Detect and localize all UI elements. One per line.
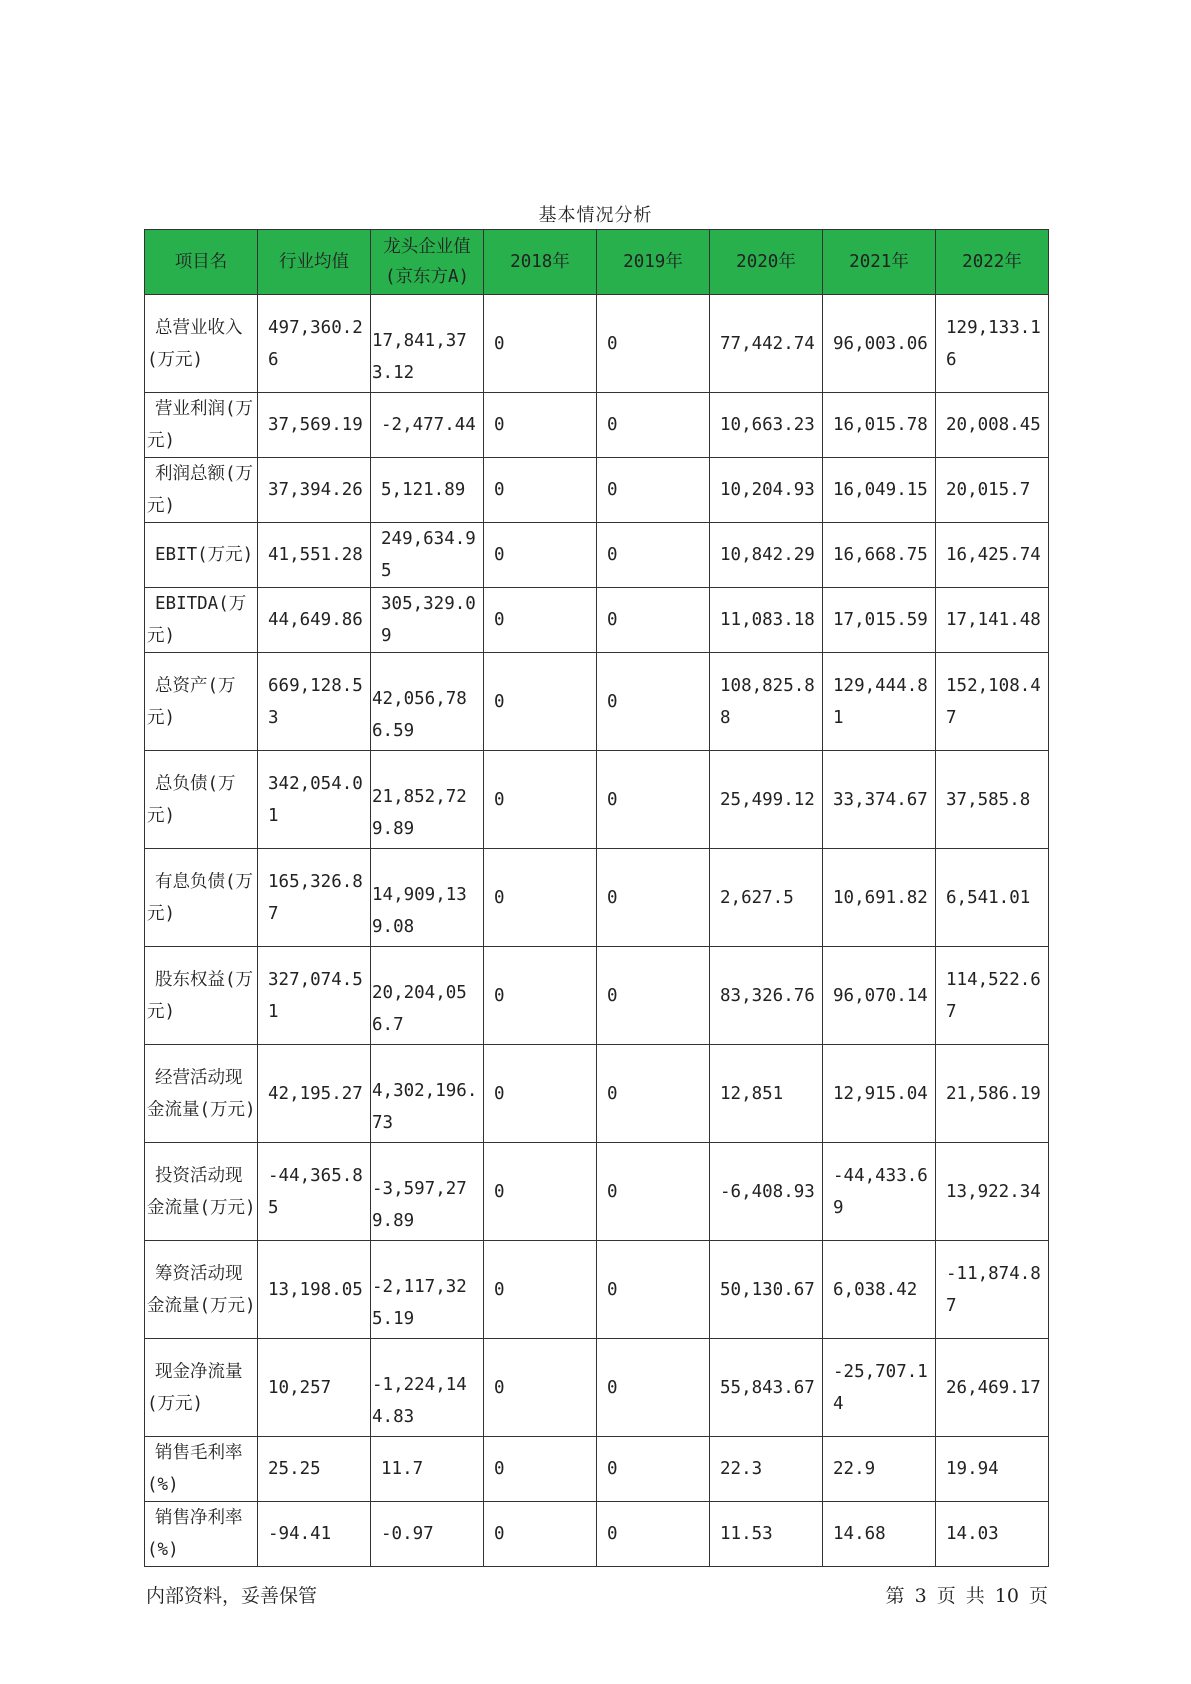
table-cell: 0 [484,458,597,523]
row-label: 经营活动现金流量(万元) [145,1045,258,1143]
table-cell: -25,707.14 [823,1339,936,1437]
table-cell: 22.9 [823,1437,936,1502]
table-cell: 0 [597,1241,710,1339]
table-row [145,1339,1049,1437]
table-row [145,1241,1049,1339]
table-cell: 26,469.17 [936,1339,1049,1437]
table-cell: 497,360.26 [258,295,371,393]
header-cell: 2022年 [936,230,1049,295]
header-row [145,230,1049,295]
table-cell: 37,394.26 [258,458,371,523]
table-cell: 17,841,373.12 [371,295,484,393]
table-cell: -44,433.69 [823,1143,936,1241]
table-cell: 6,541.01 [936,849,1049,947]
table-cell: 21,586.19 [936,1045,1049,1143]
row-label: 有息负债(万元) [145,849,258,947]
row-label: 投资活动现金流量(万元) [145,1143,258,1241]
table-cell: 342,054.01 [258,751,371,849]
table-cell: 21,852,729.89 [371,751,484,849]
table-cell: 77,442.74 [710,295,823,393]
table-cell: 11,083.18 [710,588,823,653]
table-cell: 129,133.16 [936,295,1049,393]
row-label: 销售净利率(%) [145,1502,258,1567]
table-cell: 14,909,139.08 [371,849,484,947]
table-cell: 0 [597,1045,710,1143]
table-cell: 5,121.89 [371,458,484,523]
row-label: 总营业收入(万元) [145,295,258,393]
table-row [145,1437,1049,1502]
table-cell: 114,522.67 [936,947,1049,1045]
row-label: EBITDA(万元) [145,588,258,653]
table-cell: 20,204,056.7 [371,947,484,1045]
header-cell: 2018年 [484,230,597,295]
table-cell: 37,569.19 [258,393,371,458]
table-cell: 0 [484,1339,597,1437]
header-cell: 2020年 [710,230,823,295]
table-cell: 16,425.74 [936,523,1049,588]
table-cell: -11,874.87 [936,1241,1049,1339]
table-cell: 16,015.78 [823,393,936,458]
table-cell: 55,843.67 [710,1339,823,1437]
row-label: 销售毛利率(%) [145,1437,258,1502]
table-cell: 41,551.28 [258,523,371,588]
table-row [145,849,1049,947]
header-cell: 2019年 [597,230,710,295]
table-cell: 13,922.34 [936,1143,1049,1241]
table-cell: 108,825.88 [710,653,823,751]
table-caption: 基本情况分析 [538,205,653,226]
table-cell: 2,627.5 [710,849,823,947]
table-cell: 25,499.12 [710,751,823,849]
table-cell: 165,326.87 [258,849,371,947]
table-cell: -6,408.93 [710,1143,823,1241]
table-cell: 19.94 [936,1437,1049,1502]
table-cell: 327,074.51 [258,947,371,1045]
table-row [145,458,1049,523]
table-cell: 0 [597,588,710,653]
table-cell: 0 [484,653,597,751]
table-cell: 0 [597,523,710,588]
table-cell: 25.25 [258,1437,371,1502]
table-cell: 0 [484,588,597,653]
table-cell: 16,668.75 [823,523,936,588]
table-cell: 10,842.29 [710,523,823,588]
table-cell: 0 [484,947,597,1045]
table-cell: 0 [484,1143,597,1241]
table-cell: 4,302,196.73 [371,1045,484,1143]
table-cell: 10,257 [258,1339,371,1437]
table-row [145,1502,1049,1567]
header-cell: 龙头企业值(京东方A) [371,230,484,295]
table-cell: 50,130.67 [710,1241,823,1339]
table-cell: 17,141.48 [936,588,1049,653]
table-cell: 16,049.15 [823,458,936,523]
row-label: 利润总额(万元) [145,458,258,523]
table-cell: 0 [484,393,597,458]
table-row [145,751,1049,849]
table-cell: 22.3 [710,1437,823,1502]
table-cell: 0 [484,849,597,947]
table-cell: 129,444.81 [823,653,936,751]
table-cell: -3,597,279.89 [371,1143,484,1241]
table-cell: 0 [484,1502,597,1567]
table-cell: 0 [597,458,710,523]
table-cell: 0 [597,947,710,1045]
table-cell: 0 [597,1143,710,1241]
table-cell: 0 [484,751,597,849]
table-cell: 20,008.45 [936,393,1049,458]
table-cell: 10,204.93 [710,458,823,523]
table-row [145,1045,1049,1143]
table-cell: 10,691.82 [823,849,936,947]
row-label: 筹资活动现金流量(万元) [145,1241,258,1339]
table-cell: 42,056,786.59 [371,653,484,751]
table-cell: 0 [597,295,710,393]
table-cell: 13,198.05 [258,1241,371,1339]
table-cell: 0 [597,1502,710,1567]
table-cell: 12,851 [710,1045,823,1143]
table-cell: -1,224,144.83 [371,1339,484,1437]
table-cell: 44,649.86 [258,588,371,653]
table-cell: 669,128.53 [258,653,371,751]
table-cell: -44,365.85 [258,1143,371,1241]
table-cell: 0 [484,523,597,588]
table-cell: 0 [597,1339,710,1437]
table-row [145,1143,1049,1241]
table-cell: 0 [597,849,710,947]
financial-table [144,229,1049,1567]
table-cell: 10,663.23 [710,393,823,458]
table-cell: 0 [484,1045,597,1143]
table-cell: 305,329.09 [371,588,484,653]
row-label: 总负债(万元) [145,751,258,849]
table-row [145,653,1049,751]
table-cell: 14.03 [936,1502,1049,1567]
table-cell: 14.68 [823,1502,936,1567]
footer-confidential-note: 内部资料，妥善保管 [146,1585,318,1607]
table-cell: 152,108.47 [936,653,1049,751]
header-cell: 2021年 [823,230,936,295]
table-cell: 0 [484,295,597,393]
row-label: 股东权益(万元) [145,947,258,1045]
table-cell: -94.41 [258,1502,371,1567]
table-cell: 96,003.06 [823,295,936,393]
header-cell: 项目名 [145,230,258,295]
table-row [145,393,1049,458]
table-cell: -2,477.44 [371,393,484,458]
table-cell: 17,015.59 [823,588,936,653]
table-cell: -2,117,325.19 [371,1241,484,1339]
table-row [145,523,1049,588]
table-cell: 33,374.67 [823,751,936,849]
table-cell: 12,915.04 [823,1045,936,1143]
table-cell: 6,038.42 [823,1241,936,1339]
row-label: EBIT(万元) [145,523,258,588]
row-label: 总资产(万元) [145,653,258,751]
table-row [145,947,1049,1045]
table-cell: 0 [597,653,710,751]
table-cell: 96,070.14 [823,947,936,1045]
table-cell: 249,634.95 [371,523,484,588]
table-cell: 0 [597,1437,710,1502]
header-cell: 行业均值 [258,230,371,295]
table-cell: 0 [484,1241,597,1339]
table-cell: -0.97 [371,1502,484,1567]
table-cell: 0 [484,1437,597,1502]
table-cell: 83,326.76 [710,947,823,1045]
table-row [145,295,1049,393]
row-label: 营业利润(万元) [145,393,258,458]
table-cell: 11.53 [710,1502,823,1567]
table-cell: 20,015.7 [936,458,1049,523]
table-row [145,588,1049,653]
footer-page-number: 第 3 页 共 10 页 [885,1585,1048,1607]
table-cell: 0 [597,751,710,849]
row-label: 现金净流量(万元) [145,1339,258,1437]
table-cell: 11.7 [371,1437,484,1502]
table-cell: 37,585.8 [936,751,1049,849]
table-cell: 42,195.27 [258,1045,371,1143]
table-cell: 0 [597,393,710,458]
